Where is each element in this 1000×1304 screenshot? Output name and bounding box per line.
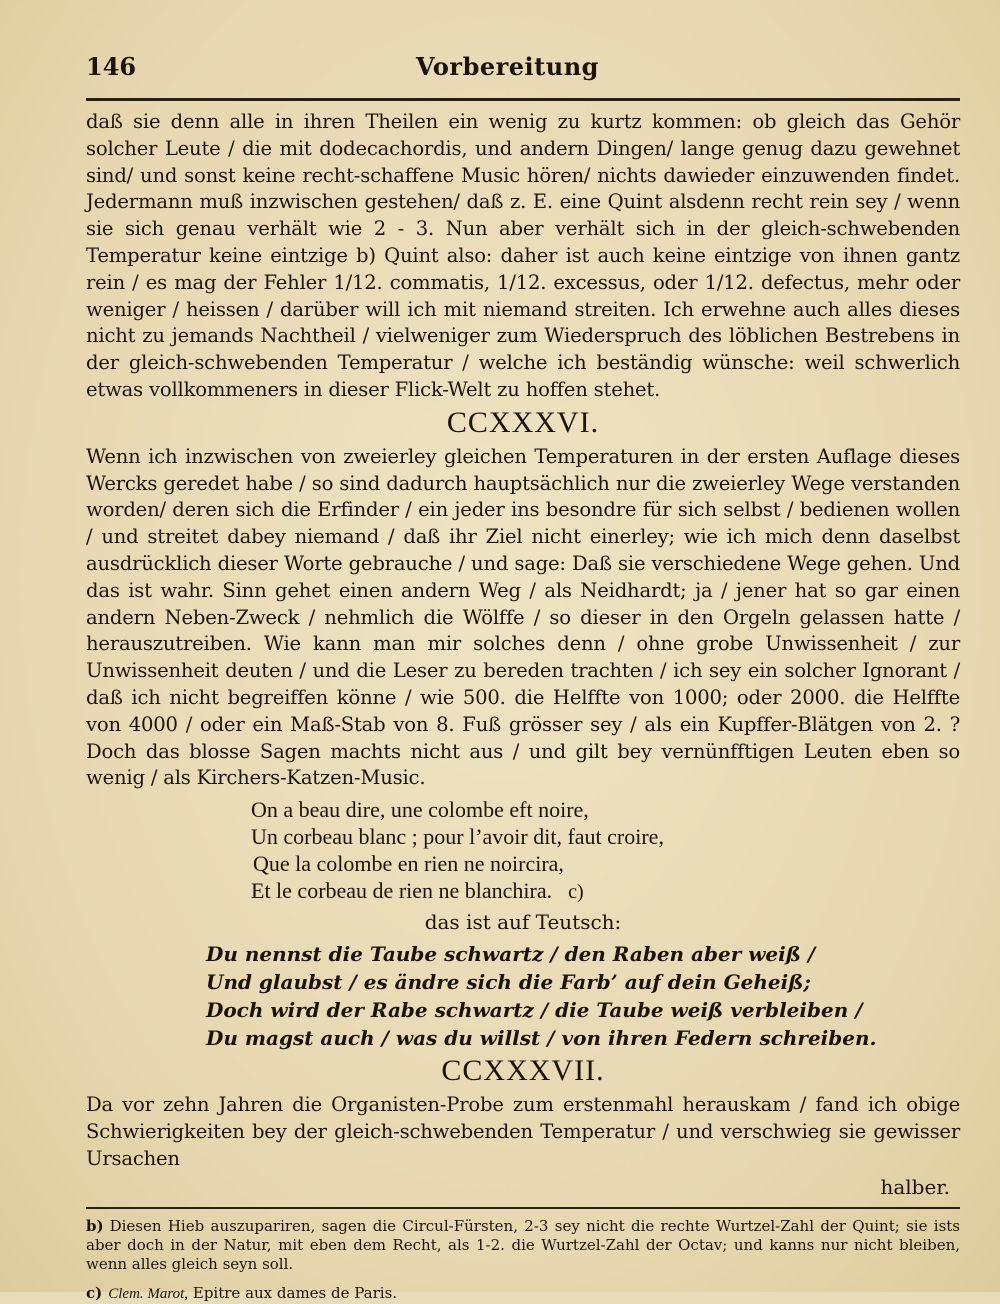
page-header bbox=[86, 52, 960, 92]
section-heading-ccxxxvii: CCXXXVII. bbox=[441, 1054, 605, 1088]
footnote-b bbox=[86, 1217, 960, 1274]
footnote-b-text: Diesen Hieb auszupariren, sagen die Circul-Fürsten, 2-3 sey nicht die rechte Wurtzel-Zahl der Quint; sie ists aber doch in der Natur, mit eben dem Recht, als 1-2. die Wurtzel-Zahl der Octav; und kanns nur nicht bleiben, wenn alles gleich seyn soll. bbox=[86, 1216, 960, 1273]
poem-line-3: Que la colombe en rien ne noircira, bbox=[253, 851, 564, 877]
french-poem bbox=[251, 796, 960, 906]
footnote-c-marker: c) bbox=[86, 1283, 103, 1302]
poem-line-2: Un corbeau blanc ; pour l’avoir dit, faut croire, bbox=[251, 824, 664, 850]
verse-line-1: Du nennst die Taube schwartz / den Raben aber weiß / bbox=[206, 942, 816, 967]
header-rule bbox=[86, 98, 960, 101]
footnote-c-text: Epitre aux dames de Paris. bbox=[192, 1283, 398, 1302]
paragraph-3: Da vor zehn Jahren die Organisten-Probe zum erstenmahl herauskam / fand ich obige Schwierigkeiten bey der gleich-schwebenden Temperatur / und verschwieg sie gewisser Ursachen bbox=[86, 1093, 960, 1170]
verse-line-4: Du magst auch / was du willst / von ihren Federn schreiben. bbox=[206, 1026, 877, 1051]
poem-line-4-wrapper bbox=[251, 877, 960, 906]
page-number: 146 bbox=[86, 52, 137, 81]
footnote-ref-c: c) bbox=[568, 881, 584, 904]
footnote-b-marker: b) bbox=[86, 1216, 104, 1235]
paragraph-2: Wenn ich inzwischen von zweierley gleichen Temperaturen in der ersten Auflage dieses Wercks geredet habe / so sind dadurch hauptsächlich nur die zweierley Wege verstanden worden/ deren sich die Erfinder / ein jeder ins besondre für sich selbst / bedienen wollen / und streitet dabey niemand / daß ihr Ziel nicht einerley; wie ich mich denn daselbst ausdrücklich dieser Worte gebrauche / und sage: Daß sie verschiedene Wege gehen. Und das ist wahr. Sinn gehet einen andern Weg / als Neidhardt; ja / jener hat so gar einen andern Neben-Zweck / nehmlich die Wölffe / so dieser in den Orgeln gelassen hatte / herauszutreiben. Wie kann man mir solches denn / ohne grobe Unwissenheit / zur Unwissenheit deuten / und die Leser zu bereden trachten / ich sey ein solcher Ignorant / daß ich nicht begreiffen könne / wie 500. die Helffte von 1000; oder 2000. die Helffte von 4000 / oder ein Maß-Stab von 8. Fuß grösser sey / als ein Kupffer-Blätgen von 2. ? Doch das blosse Sagen machts nicht aus / und gilt bey vernünfftigen Leuten eben so wenig / als Kirchers-Katzen-Music. bbox=[86, 444, 960, 790]
poem-line-4: Et le corbeau de rien ne blanchira. bbox=[251, 878, 553, 904]
footnote-c bbox=[86, 1284, 960, 1304]
poem-line-1: On a beau dire, une colombe eft noire, bbox=[251, 797, 589, 823]
footnote-rule bbox=[86, 1207, 960, 1209]
section-heading-ccxxxvi: CCXXXVI. bbox=[446, 405, 600, 439]
paragraph-1: daß sie denn alle in ihren Theilen ein wenig zu kurtz kommen: ob gleich das Gehör solcher Leute / die mit dodecachordis, und andern Dingen/ lange genug dazu gewehnet sind/ und sonst keine recht-schaffene Music hören/ nichts dawieder einzuwenden findet. Jedermann muß inzwischen gestehen/ daß z. E. eine Quint alsdenn recht rein sey / wenn sie sich genau verhält wie 2 - 3. Nun aber verhält sich in der gleich-schwebenden Temperatur keine eintzige b) Quint also: daher ist auch keine eintzige von ihnen gantz rein / es mag der Fehler 1/12. commatis, 1/12. excessus, oder 1/12. defectus, mehr oder weniger / heissen / darüber will ich mit niemand streiten. Ich erwehne auch alles dieses nicht zu jemands Nachtheil / vielweniger zum Wiederspruch des löblichen Bestrebens in der gleich-schwebenden Temperatur / welche ich beständig wünsche: weil schwerlich etwas vollkommeners in dieser Flick-Welt zu hoffen stehet. bbox=[86, 110, 960, 401]
footnote-c-source: Clem. Marot, bbox=[108, 1285, 189, 1302]
verse-line-2: Und glaubst / es ändre sich die Farb’ auf dein Geheiß; bbox=[206, 970, 811, 995]
verse-line-3: Doch wird der Rabe schwartz / die Taube weiß verbleiben / bbox=[206, 998, 863, 1023]
german-poem bbox=[206, 940, 960, 1052]
translation-intro: das ist auf Teutsch: bbox=[424, 910, 622, 935]
catchword: halber. bbox=[880, 1174, 950, 1199]
running-title: Vorbereitung bbox=[416, 52, 599, 81]
